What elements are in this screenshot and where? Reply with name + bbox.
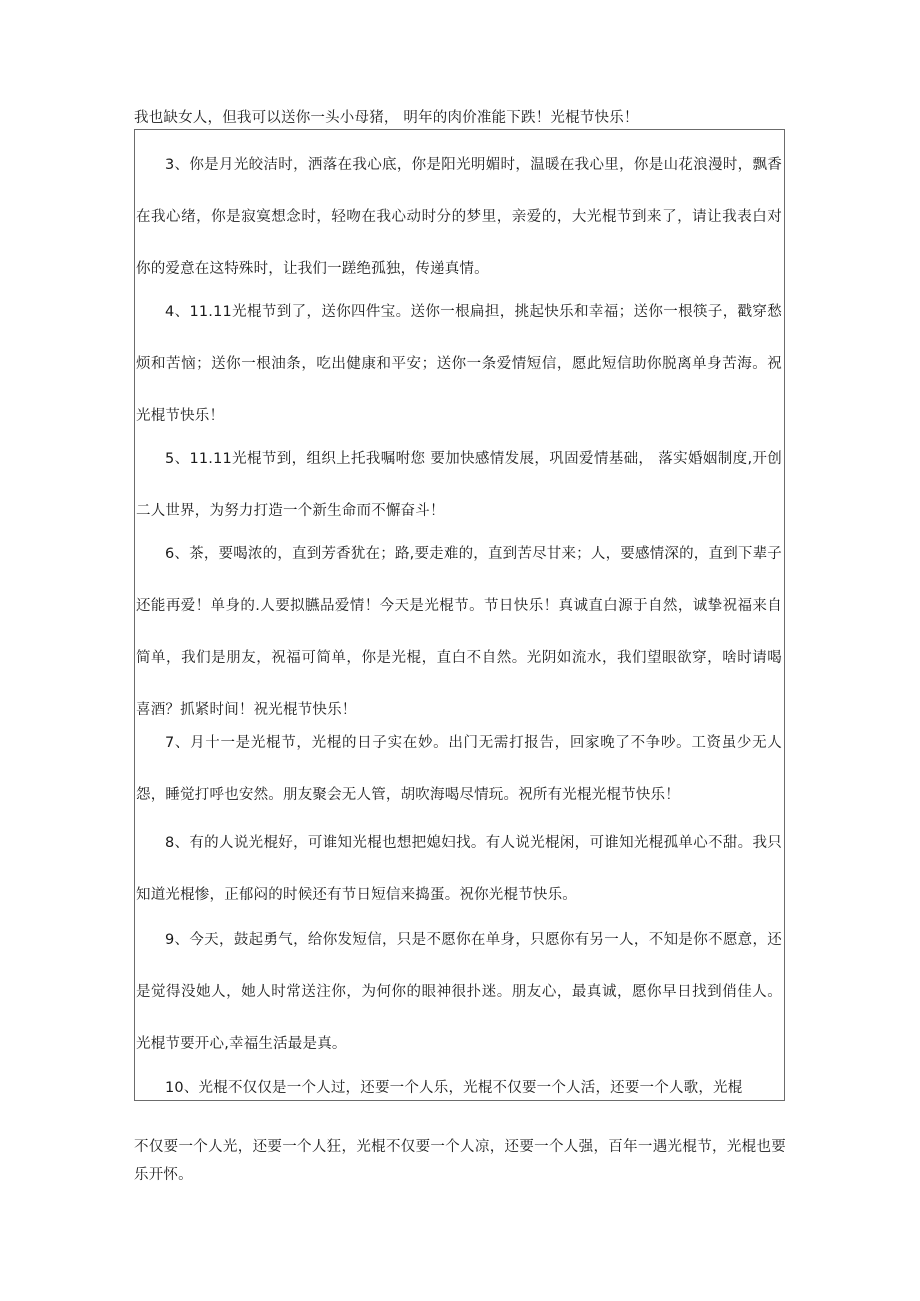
paragraph-9: 9、今天，鼓起勇气，给你发短信，只是不愿你在单身，只愿你有另一人，不知是你不愿意，还是觉得没她人，她人时常送注你，为何你的眼神很扑迷。朋友心，最真诚，愿你早日找到俏佳人。光棍节要开心,幸福生活最是真。: [136, 932, 782, 1052]
paragraph-8: 8、有的人说光棍好，可谁知光棍也想把媳妇找。有人说光棍闲，可谁知光棍孤单心不甜。我只知道光棍惨，正郁闷的时候还有节日短信来捣蛋。祝你光棍节快乐。: [136, 835, 782, 903]
paragraph-10-continuation: 不仅要一个人光，还要一个人狂，光棍不仅要一个人凉，还要一个人强，百年一遇光棍节，光棍也要乐开怀。: [134, 1139, 786, 1183]
paragraph-6: 6、茶，要喝浓的，直到芳香犹在；路,要走难的，直到苦尽甘来；人，要感情深的，直到下辈子还能再爱！单身的.人要拟臙品爱情！今天是光棍节。节日快乐！真诚直白源于自然，诚挚祝福来自简单，我们是朋友，祝福可简单，你是光棍，直白不自然。光阴如流水，我们望眼欲穿，啥时请喝喜酒？抓紧时间！祝光棍节快乐！: [136, 546, 782, 718]
paragraph-10-start: 10、光棍不仅仅是一个人过，还要一个人乐，光棍不仅要一个人活，还要一个人歌，光棍: [165, 1080, 743, 1096]
paragraph-5: 5、11.11光棍节到，组织上托我嘱咐您 要加快感情发展，巩固爱情基础， 落实婚姻制度,开创二人世界，为努力打造一个新生命而不懈奋斗！: [136, 451, 782, 519]
paragraph-7: 7、月十一是光棍节，光棍的日子实在妙。出门无需打报告，回家晚了不争吵。工资虽少无人怨，睡觉打呼也安然。朋友聚会无人管，胡吹海喝尽情玩。祝所有光棍光棍节快乐！: [136, 735, 782, 803]
paragraph-3: 3、你是月光皎洁时，洒落在我心底，你是阳光明媚时，温暖在我心里，你是山花浪漫时，飘香在我心绪，你是寂寞想念时，轻吻在我心动时分的梦里，亲爱的，大光棍节到来了，请让我表白对你的爱意在这特殊时，让我们一蹉绝孤独，传递真情。: [136, 157, 782, 277]
paragraph-4: 4、11.11光棍节到了，送你四件宝。送你一根扁担，挑起快乐和幸福；送你一根筷子，戳穿愁烦和苦恼；送你一根油条，吃出健康和平安；送你一条爱情短信，愿此短信助你脱离单身苦海。祝光棍节快乐！: [136, 304, 782, 424]
top-line: 我也缺女人，但我可以送你一头小母猪， 明年的肉价准能下跌！光棍节快乐！: [134, 110, 639, 126]
